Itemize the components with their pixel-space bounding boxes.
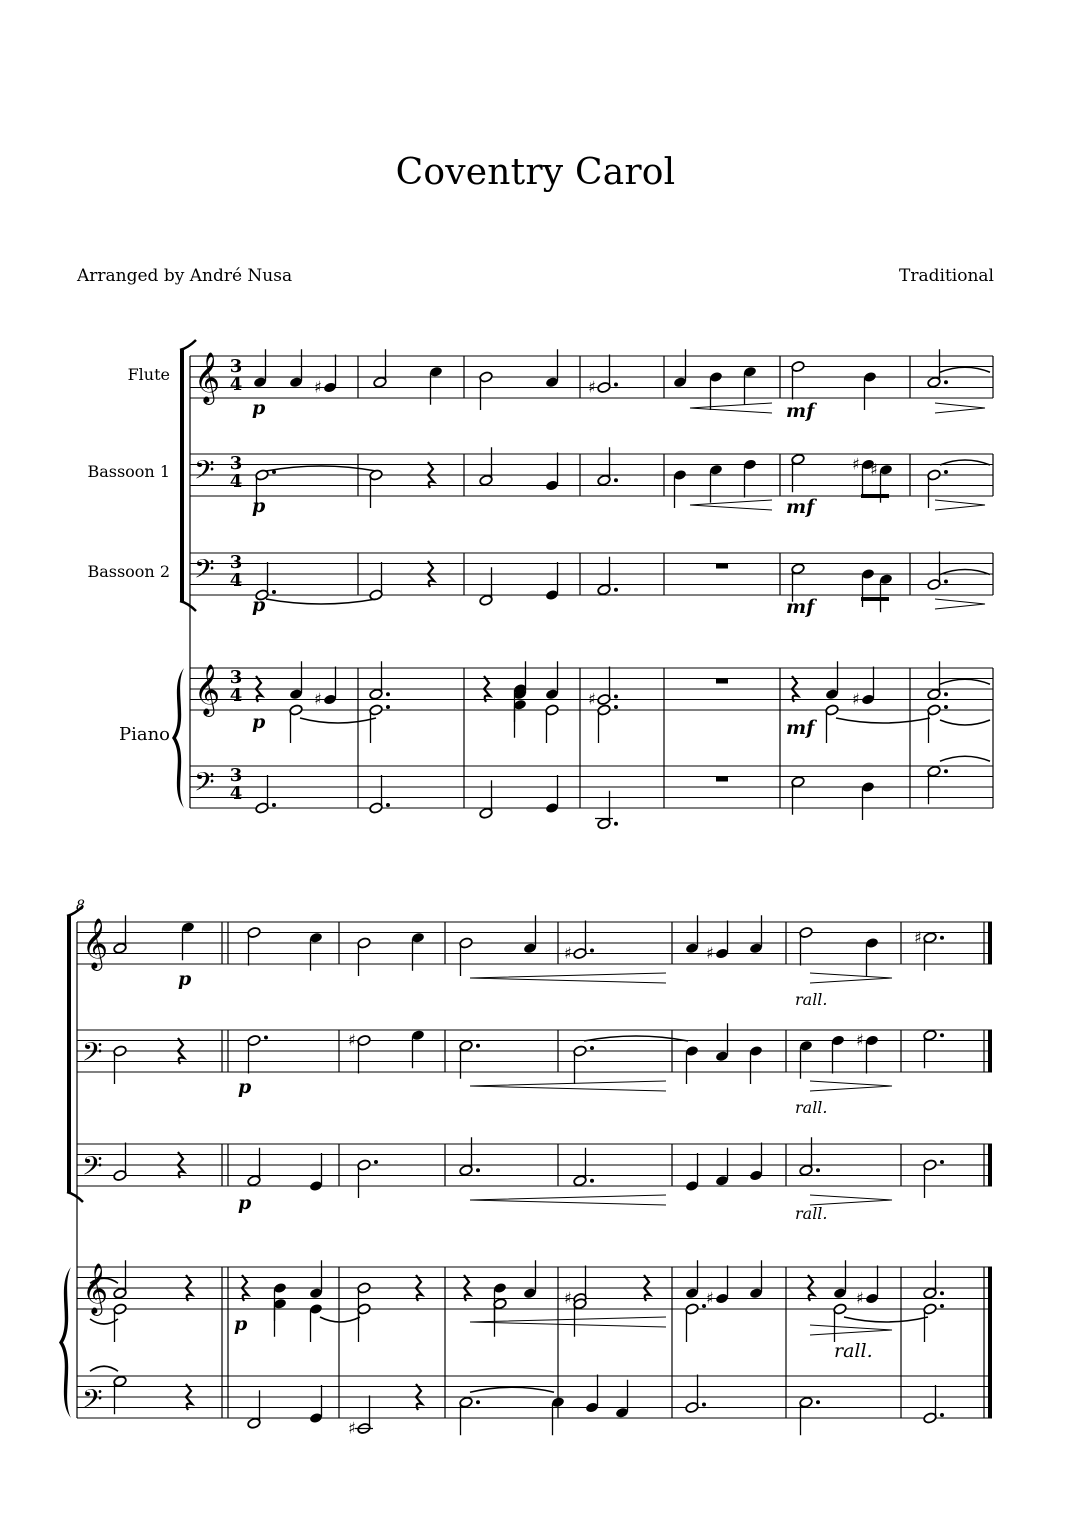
augmentation-dot xyxy=(614,822,618,826)
svg-text:4: 4 xyxy=(229,783,243,804)
sharp-sign: ♯ xyxy=(852,689,860,709)
sharp-sign: ♯ xyxy=(856,1288,864,1308)
svg-text:3: 3 xyxy=(229,356,243,377)
sharp-sign: ♯ xyxy=(564,1288,572,1308)
bass-clef: 𝄢 xyxy=(194,766,215,804)
instrument-label-bassoon-1: Bassoon 1 xyxy=(87,462,170,481)
piano-brace xyxy=(172,668,184,808)
whole-rest xyxy=(716,679,728,684)
bass-clef: 𝄢 xyxy=(82,1383,103,1421)
augmentation-dot xyxy=(386,803,390,807)
dynamic-mf: mf xyxy=(786,400,815,422)
sharp-sign: ♯ xyxy=(588,689,596,709)
dynamic-mf: mf xyxy=(786,496,815,518)
crescendo-hairpin xyxy=(690,500,772,510)
crescendo-hairpin xyxy=(690,403,772,413)
dynamic-mf: mf xyxy=(786,596,815,618)
augmentation-dot xyxy=(940,936,944,940)
augmentation-dot xyxy=(476,1168,480,1172)
augmentation-dot xyxy=(940,1033,944,1037)
crescendo-hairpin xyxy=(470,1317,666,1327)
decrescendo-hairpin xyxy=(935,599,985,609)
svg-text:4: 4 xyxy=(229,685,243,706)
dynamic-p: p xyxy=(238,1192,252,1214)
decrescendo-hairpin xyxy=(810,973,892,983)
final-barline xyxy=(988,922,992,964)
augmentation-dot xyxy=(944,470,948,474)
bass-clef: 𝄢 xyxy=(194,553,215,591)
time-signature-piano-lh xyxy=(230,765,243,804)
decrescendo-hairpin xyxy=(810,1081,892,1091)
tie xyxy=(300,718,376,723)
decrescendo-hairpin xyxy=(935,403,985,413)
dynamic-p: p xyxy=(234,1313,248,1335)
final-barline xyxy=(988,1267,992,1418)
tie xyxy=(90,1366,118,1371)
svg-text:3: 3 xyxy=(229,453,243,474)
tie xyxy=(940,679,990,684)
augmentation-dot xyxy=(940,1160,944,1164)
augmentation-dot xyxy=(476,1400,480,1404)
augmentation-dot xyxy=(590,1179,594,1183)
bass-clef: 𝄢 xyxy=(82,1150,103,1188)
augmentation-dot xyxy=(944,769,948,773)
whole-rest xyxy=(716,777,728,782)
svg-text:3: 3 xyxy=(229,552,243,573)
dynamic-p: p xyxy=(252,711,266,733)
decrescendo-hairpin xyxy=(935,500,985,510)
sharp-sign: ♯ xyxy=(706,943,714,963)
instrument-label-piano: Piano xyxy=(118,724,170,745)
treble-clef: 𝄞 xyxy=(194,352,221,403)
time-signature-bassoon-2 xyxy=(230,552,243,591)
augmentation-dot xyxy=(940,1291,944,1295)
augmentation-dot xyxy=(614,478,618,482)
score-title: Coventry Carol xyxy=(395,152,676,193)
sharp-sign: ♯ xyxy=(914,927,922,947)
bracket-hook xyxy=(180,601,196,611)
measure-number: 8 xyxy=(76,898,85,914)
instrument-label-flute: Flute xyxy=(127,365,170,384)
augmentation-dot xyxy=(476,1044,480,1048)
dynamic-p: p xyxy=(252,594,266,616)
augmentation-dot xyxy=(940,1304,944,1308)
sharp-sign: ♯ xyxy=(314,377,322,397)
tie xyxy=(320,1317,360,1322)
tie xyxy=(266,599,376,604)
tie xyxy=(90,1319,118,1324)
final-barline xyxy=(988,1030,992,1072)
treble-clef: 𝄞 xyxy=(194,664,221,715)
tie xyxy=(836,718,930,723)
expression-marks xyxy=(90,367,990,1392)
augmentation-dot xyxy=(614,695,618,699)
sharp-sign: ♯ xyxy=(870,459,878,479)
beam xyxy=(861,597,889,601)
rallentando-mark: rall. xyxy=(795,1098,828,1117)
augmentation-dot xyxy=(386,705,390,709)
augmentation-dot xyxy=(374,1160,378,1164)
augmentation-dot xyxy=(614,588,618,592)
bracket xyxy=(67,916,71,1192)
augmentation-dot xyxy=(816,1168,820,1172)
dynamic-p: p xyxy=(252,397,266,419)
sharp-sign: ♯ xyxy=(706,1288,714,1308)
treble-clef: 𝄞 xyxy=(82,1263,109,1314)
rallentando-mark: rall. xyxy=(795,1204,828,1223)
sharp-sign: ♯ xyxy=(348,1418,356,1438)
rallentando-mark: rall. xyxy=(834,1340,873,1362)
dynamic-p: p xyxy=(238,1076,252,1098)
augmentation-dot xyxy=(702,1403,706,1407)
svg-text:3: 3 xyxy=(229,765,243,786)
bracket-hook xyxy=(67,1192,83,1202)
time-signature-piano-rh xyxy=(230,667,243,706)
augmentation-dot xyxy=(272,590,276,594)
system-brackets xyxy=(59,340,196,1418)
staff-lines xyxy=(77,356,993,1418)
dynamic-mf: mf xyxy=(786,717,815,739)
augmentation-dot xyxy=(944,380,948,384)
augmentation-dot xyxy=(264,1036,268,1040)
crescendo-hairpin xyxy=(470,1081,666,1091)
barlines xyxy=(222,356,993,1418)
tie xyxy=(940,367,990,372)
augmentation-dot xyxy=(816,1400,820,1404)
tie xyxy=(470,1387,554,1392)
beam xyxy=(861,494,889,498)
sharp-sign: ♯ xyxy=(588,377,596,397)
time-signature-flute xyxy=(230,356,243,395)
augmentation-dot xyxy=(272,803,276,807)
dynamic-p: p xyxy=(252,495,266,517)
bracket-hook xyxy=(180,340,196,350)
augmentation-dot xyxy=(614,383,618,387)
dynamic-p: p xyxy=(178,968,192,990)
bass-clef: 𝄢 xyxy=(194,454,215,492)
piano-brace xyxy=(59,1267,71,1418)
instrument-label-bassoon-2: Bassoon 2 xyxy=(87,562,170,581)
notes xyxy=(113,349,948,1437)
augmentation-dot xyxy=(590,949,594,953)
decrescendo-hairpin xyxy=(810,1325,892,1335)
tie xyxy=(940,720,990,725)
augmentation-dot xyxy=(944,692,948,696)
bass-clef: 𝄢 xyxy=(82,1036,103,1074)
augmentation-dot xyxy=(590,1046,594,1050)
sharp-sign: ♯ xyxy=(856,1030,864,1050)
augmentation-dot xyxy=(386,692,390,696)
crescendo-hairpin xyxy=(470,1195,666,1205)
svg-text:3: 3 xyxy=(229,667,243,688)
augmentation-dot xyxy=(614,705,618,709)
sharp-sign: ♯ xyxy=(348,1030,356,1050)
tie xyxy=(266,466,376,471)
crescendo-hairpin xyxy=(470,973,666,983)
svg-text:4: 4 xyxy=(229,374,243,395)
treble-clef: 𝄞 xyxy=(82,918,109,969)
whole-rest xyxy=(716,564,728,569)
tie xyxy=(940,756,990,761)
sharp-sign: ♯ xyxy=(564,943,572,963)
augmentation-dot xyxy=(940,1413,944,1417)
time-signature-bassoon-1 xyxy=(230,453,243,492)
sharp-sign: ♯ xyxy=(314,689,322,709)
final-barline xyxy=(988,1144,992,1186)
svg-text:4: 4 xyxy=(229,570,243,591)
bracket xyxy=(180,350,184,601)
augmentation-dot xyxy=(944,705,948,709)
sharp-sign: ♯ xyxy=(852,454,860,474)
svg-text:4: 4 xyxy=(229,471,243,492)
arranger-credit: Arranged by André Nusa xyxy=(77,266,293,286)
rallentando-mark: rall. xyxy=(795,990,828,1009)
composer-credit: Traditional xyxy=(899,266,994,286)
augmentation-dot xyxy=(702,1304,706,1308)
augmentation-dot xyxy=(944,580,948,584)
tie xyxy=(844,1317,928,1322)
